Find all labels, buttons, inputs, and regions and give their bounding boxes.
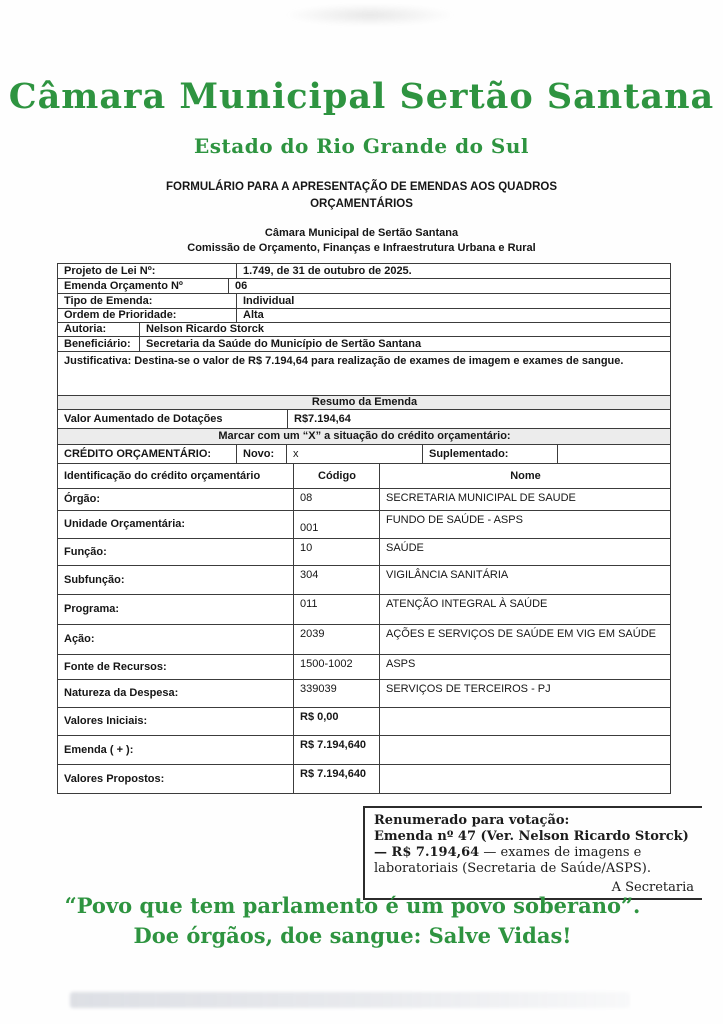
org-heading: [0, 226, 723, 257]
row-orgao: [58, 489, 670, 511]
row-autoria: [58, 323, 670, 337]
row-ident-header: [58, 464, 670, 489]
motto-line2: Doe órgãos, doe sangue: Salve Vidas!: [133, 923, 572, 948]
field-code: R$ 7.194,640: [294, 736, 380, 764]
row-funcao: [58, 539, 670, 566]
field-label: Autoria:: [58, 323, 140, 336]
row-marcar-instrucao: [58, 429, 670, 445]
row-ordem-de-prioridade: [58, 309, 670, 323]
row-fonte-de-recursos: [58, 655, 670, 680]
row-projeto-de-lei: [58, 264, 670, 279]
field-label: Emenda Orçamento Nº: [58, 279, 229, 293]
field-label: Fonte de Recursos:: [58, 655, 294, 679]
row-valores-iniciais: [58, 708, 670, 736]
stamp-body: [374, 829, 694, 877]
field-value: 1.749, de 31 de outubro de 2025.: [243, 264, 412, 277]
field-name: [380, 765, 670, 793]
ident-col3-header: Nome: [510, 469, 541, 482]
marcar-instruction: Marcar com um “X” a situação do crédito orçamentário:: [58, 429, 670, 444]
field-name: ATENÇÃO INTEGRAL À SAÚDE: [386, 598, 548, 610]
field-label: Ordem de Prioridade:: [58, 309, 237, 322]
field-label: Órgão:: [58, 489, 294, 510]
field-name: ASPS: [386, 658, 416, 670]
justificativa-text: Justificativa: Destina-se o valor de R$ 7.194,64 para realização de exames de imagem e exames de sangue.: [64, 355, 624, 367]
row-emenda-orcamento: [58, 279, 670, 294]
field-name: FUNDO DE SAÚDE - ASPS: [386, 514, 523, 526]
form-heading: [0, 179, 723, 214]
field-code: 10: [294, 539, 380, 565]
field-value: Individual: [243, 294, 295, 307]
scan-artifact-bottom: [70, 992, 630, 1008]
row-programa: [58, 595, 670, 625]
suplementado-checkbox-value: [558, 445, 670, 463]
field-name: SECRETARIA MUNICIPAL DE SAUDE: [386, 492, 576, 504]
field-code: R$ 0,00: [294, 708, 380, 735]
motto-line1: “Povo que tem parlamento é um povo soberano”.: [64, 893, 641, 918]
field-label: Valores Propostos:: [58, 765, 294, 793]
field-label: Ação:: [58, 625, 294, 654]
form-heading-line1: FORMULÁRIO PARA A APRESENTAÇÃO DE EMENDAS AOS QUADROS: [165, 181, 557, 193]
field-name: VIGILÂNCIA SANITÁRIA: [386, 569, 509, 581]
field-label: Beneficiário:: [58, 337, 140, 351]
field-label: Subfunção:: [58, 566, 294, 594]
row-natureza-da-despesa: [58, 680, 670, 708]
ident-col2-header: Código: [294, 464, 380, 488]
field-value: R$7.194,64: [294, 412, 351, 425]
resumo-header-label: Resumo da Emenda: [58, 396, 670, 409]
field-code: 08: [294, 489, 380, 510]
row-justificativa: [58, 352, 670, 396]
org-line2: Comissão de Orçamento, Finanças e Infraestrutura Urbana e Rural: [187, 242, 536, 255]
field-label: Programa:: [58, 595, 294, 624]
field-code: 2039: [294, 625, 380, 654]
budget-amendment-form-table: [57, 263, 671, 794]
form-heading-line2: ORÇAMENTÁRIOS: [310, 198, 413, 211]
field-code: 304: [294, 566, 380, 594]
row-resumo-header: [58, 396, 670, 410]
field-code: R$ 7.194,640: [294, 765, 380, 793]
novo-label: Novo:: [237, 445, 287, 463]
row-subfuncao: [58, 566, 670, 595]
field-value: 06: [235, 279, 248, 292]
ident-col1-header: Identificação do crédito orçamentário: [58, 464, 294, 488]
field-label: Valor Aumentado de Dotações: [58, 410, 288, 428]
novo-checkbox-value: x: [287, 445, 423, 463]
field-label: Valores Iniciais:: [58, 708, 294, 735]
row-tipo-de-emenda: [58, 294, 670, 309]
row-credito-orcamentario: [58, 445, 670, 464]
row-beneficiario: [58, 337, 670, 352]
field-code: 011: [294, 595, 380, 624]
scan-artifact-top: [285, 4, 455, 26]
page-subtitle: Estado do Rio Grande do Sul: [194, 134, 529, 158]
field-label: Projeto de Lei Nº:: [58, 264, 237, 278]
field-name: SERVIÇOS DE TERCEIROS - PJ: [386, 683, 551, 695]
row-valores-propostos: [58, 765, 670, 793]
org-line1: Câmara Municipal de Sertão Santana: [264, 227, 459, 239]
field-code: 1500-1002: [294, 655, 380, 679]
stamp-bold-text: Emenda nº 47 (Ver. Nelson Ricardo Storck) — R$ 7.194,64: [374, 828, 689, 860]
field-value: Nelson Ricardo Storck: [146, 323, 264, 336]
field-name: SAÚDE: [386, 542, 424, 554]
field-value: Alta: [243, 309, 264, 322]
stamp-signer: A Secretaria: [611, 880, 694, 896]
suplementado-label: Suplementado:: [423, 445, 558, 463]
row-acao: [58, 625, 670, 655]
field-name: AÇÕES E SERVIÇOS DE SAÚDE EM VIG EM SAÚDE: [386, 628, 656, 640]
field-label: Tipo de Emenda:: [58, 294, 237, 308]
field-label: Função:: [58, 539, 294, 565]
field-label: CRÉDITO ORÇAMENTÁRIO:: [58, 445, 237, 463]
field-code: 001: [294, 511, 380, 538]
renumbering-stamp-box: [363, 806, 702, 900]
page-title: Câmara Municipal Sertão Santana: [8, 76, 715, 117]
field-value: Secretaria da Saúde do Município de Sertão Santana: [146, 337, 422, 350]
field-label: Emenda ( + ):: [58, 736, 294, 764]
row-emenda-mais: [58, 736, 670, 765]
field-code: 339039: [294, 680, 380, 707]
row-valor-aumentado: [58, 410, 670, 429]
field-name: [380, 736, 670, 764]
field-label: Natureza da Despesa:: [58, 680, 294, 707]
stamp-title: Renumerado para votação:: [374, 813, 570, 828]
field-label: Unidade Orçamentária:: [58, 511, 294, 538]
stamp-regular-text: — exames de imagens e laboratoriais (Secretaria de Saúde/ASPS).: [374, 844, 651, 876]
row-unidade-orcamentaria: [58, 511, 670, 539]
field-name: [380, 708, 670, 735]
